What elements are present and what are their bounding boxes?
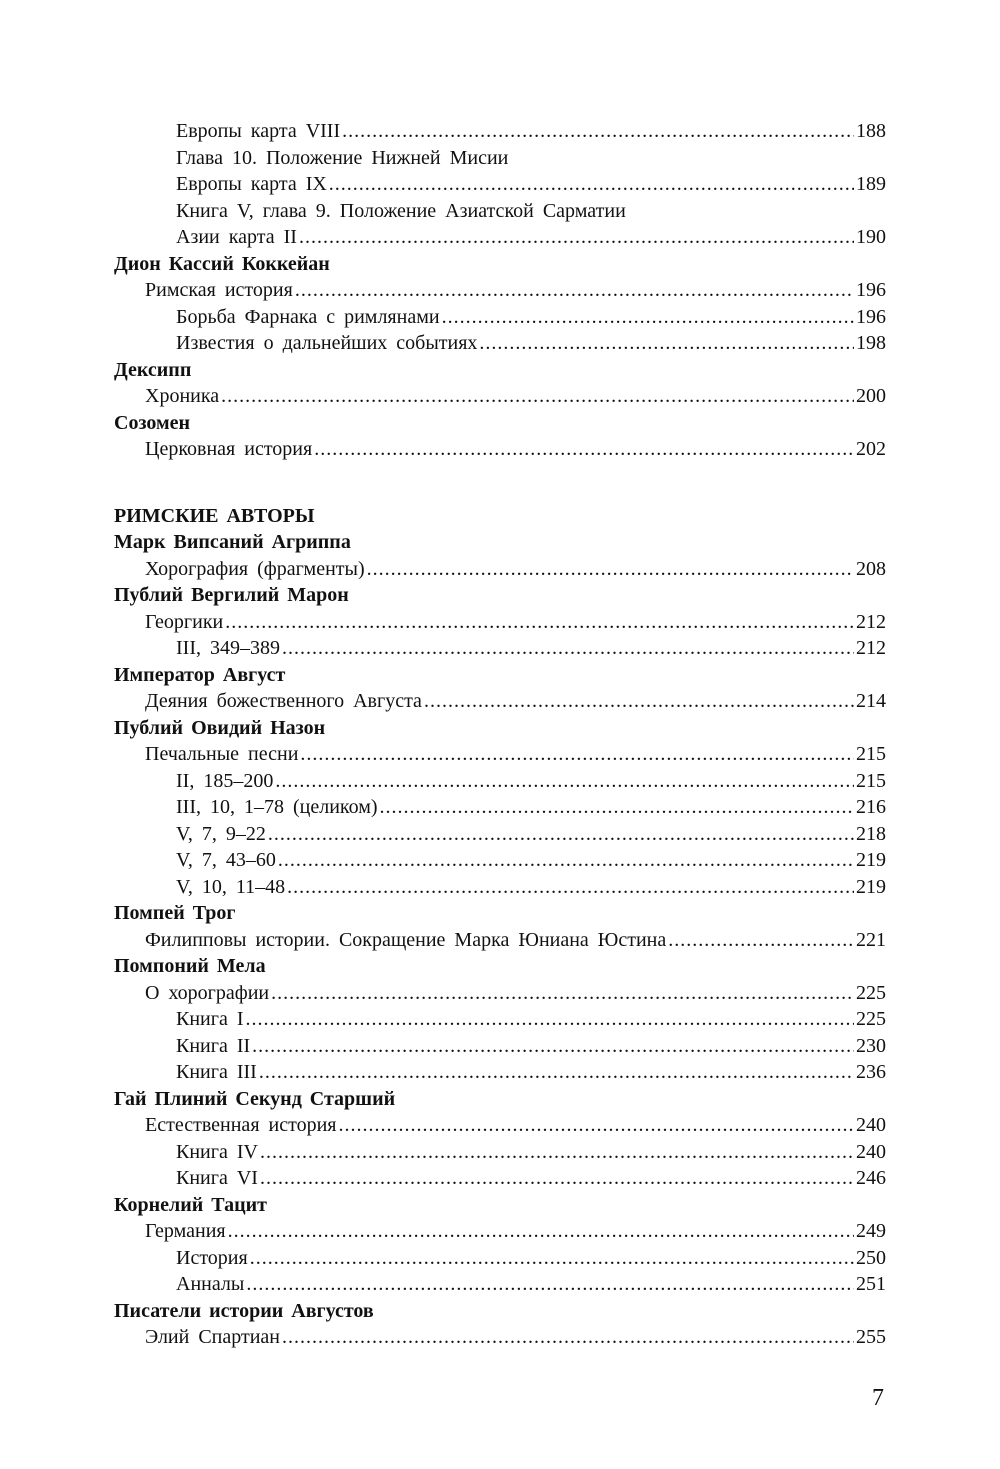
toc-entry-page: 230 bbox=[856, 1034, 886, 1057]
dot-leader bbox=[295, 277, 854, 304]
toc-entry-page: 240 bbox=[856, 1140, 886, 1163]
toc-entry bbox=[114, 330, 886, 357]
toc-entry-page: 225 bbox=[856, 981, 886, 1004]
toc-entry-page: 221 bbox=[856, 928, 886, 951]
toc-entry bbox=[114, 171, 886, 198]
toc-entry bbox=[114, 821, 886, 848]
dot-leader bbox=[479, 330, 854, 357]
toc-entry-page: 212 bbox=[856, 610, 886, 633]
toc-entry-title: III, 10, 1–78 (целиком) bbox=[176, 796, 378, 818]
toc-author-heading: Публий Овидий Назон bbox=[114, 716, 326, 739]
toc-entry-title: Книга VI bbox=[176, 1167, 258, 1189]
toc-entry-page: 198 bbox=[856, 332, 886, 354]
dot-leader bbox=[268, 821, 854, 848]
toc-entry-page: 251 bbox=[856, 1273, 886, 1295]
toc-entry bbox=[114, 118, 886, 145]
toc-entry-title: Книга IV bbox=[176, 1140, 258, 1163]
toc-entry-page: 225 bbox=[856, 1008, 886, 1030]
toc-entry-title: Элий Спартиан bbox=[145, 1326, 281, 1348]
dot-leader bbox=[282, 635, 854, 662]
toc-entry-title: История bbox=[176, 1246, 248, 1269]
toc-entry bbox=[114, 224, 886, 251]
dot-leader bbox=[246, 1271, 854, 1298]
dot-leader bbox=[300, 741, 854, 768]
toc-entry-title: Анналы bbox=[176, 1273, 245, 1295]
toc-entry bbox=[114, 1271, 886, 1298]
toc-entry-page: 255 bbox=[856, 1326, 886, 1348]
toc-author-heading: Дион Кассий Коккейан bbox=[114, 252, 330, 275]
toc-entry-title: Книга III bbox=[176, 1061, 257, 1083]
toc-entry-page: 250 bbox=[856, 1246, 886, 1269]
page-number: 7 bbox=[872, 1385, 884, 1411]
dot-leader bbox=[271, 980, 854, 1007]
toc-subheading: Книга V, глава 9. Положение Азиатской Сарматии bbox=[176, 199, 626, 222]
toc-entry-title: V, 7, 43–60 bbox=[176, 849, 276, 871]
dot-leader bbox=[260, 1165, 854, 1192]
dot-leader bbox=[442, 304, 854, 331]
toc-entry-title: Европы карта VIII bbox=[176, 120, 341, 142]
toc-entry-page: 236 bbox=[856, 1061, 886, 1083]
toc-entry-title: Книга I bbox=[176, 1008, 244, 1030]
dot-leader bbox=[367, 556, 854, 583]
toc-entry-page: 214 bbox=[856, 690, 886, 712]
toc-entry-title: Хорография (фрагменты) bbox=[145, 557, 365, 580]
toc-entry-title: Европы карта IX bbox=[176, 173, 327, 195]
toc-entry-page: 215 bbox=[856, 769, 886, 792]
toc-entry-title: Германия bbox=[145, 1220, 226, 1242]
dot-leader bbox=[275, 768, 854, 795]
toc-entry-title: О хорографии bbox=[145, 981, 270, 1004]
toc-entry-page: 219 bbox=[856, 875, 886, 898]
dot-leader bbox=[250, 1245, 854, 1272]
toc-entry-page: 196 bbox=[856, 279, 886, 301]
dot-leader bbox=[221, 383, 854, 410]
toc-entry bbox=[114, 304, 886, 331]
toc-entry-title: Борьба Фарнака с римлянами bbox=[176, 305, 440, 328]
toc-entry bbox=[114, 635, 886, 662]
toc-entry bbox=[114, 1165, 886, 1192]
toc-entry-page: 216 bbox=[856, 796, 886, 818]
toc-author-heading: Корнелий Тацит bbox=[114, 1193, 268, 1216]
toc-entry bbox=[114, 277, 886, 304]
dot-leader bbox=[228, 1218, 854, 1245]
toc-entry bbox=[114, 847, 886, 874]
toc-entry bbox=[114, 874, 886, 901]
toc-entry-title: Печальные песни bbox=[145, 743, 299, 765]
dot-leader bbox=[424, 688, 854, 715]
dot-leader bbox=[278, 847, 854, 874]
toc-author-heading: Дексипп bbox=[114, 358, 192, 381]
toc-entry-title: Книга II bbox=[176, 1034, 251, 1057]
toc-entry-title: II, 185–200 bbox=[176, 769, 274, 792]
dot-leader bbox=[668, 927, 854, 954]
toc-author-heading: Созомен bbox=[114, 411, 191, 434]
toc-author-heading: Помпей Трог bbox=[114, 902, 236, 924]
toc-entry bbox=[114, 1245, 886, 1272]
table-of-contents bbox=[114, 118, 886, 1351]
dot-leader bbox=[299, 224, 854, 251]
toc-entry bbox=[114, 436, 886, 463]
toc-author-heading: Публий Вергилий Марон bbox=[114, 584, 349, 606]
toc-entry-page: 196 bbox=[856, 305, 886, 328]
toc-entry-title: Естественная история bbox=[145, 1114, 337, 1136]
toc-entry bbox=[114, 383, 886, 410]
toc-entry bbox=[114, 1324, 886, 1351]
toc-entry-title: V, 10, 11–48 bbox=[176, 875, 286, 898]
toc-entry-title: Деяния божественного Августа bbox=[145, 690, 422, 712]
toc-entry bbox=[114, 556, 886, 583]
toc-entry-page: 189 bbox=[856, 173, 886, 195]
toc-entry bbox=[114, 1059, 886, 1086]
dot-leader bbox=[252, 1033, 854, 1060]
toc-author-heading: Помпоний Мела bbox=[114, 955, 266, 977]
toc-entry bbox=[114, 1006, 886, 1033]
toc-section-heading: РИМСКИЕ АВТОРЫ bbox=[114, 504, 315, 527]
dot-leader bbox=[314, 436, 854, 463]
toc-entry bbox=[114, 768, 886, 795]
toc-author-heading: Марк Випсаний Агриппа bbox=[114, 531, 351, 553]
toc-entry-page: 212 bbox=[856, 637, 886, 659]
dot-leader bbox=[259, 1059, 854, 1086]
toc-entry-page: 219 bbox=[856, 849, 886, 871]
toc-entry bbox=[114, 1033, 886, 1060]
dot-leader bbox=[225, 609, 854, 636]
toc-entry-title: Филипповы истории. Сокращение Марка Юниана Юстина bbox=[145, 928, 667, 951]
toc-entry bbox=[114, 1218, 886, 1245]
toc-entry-title: Церковная история bbox=[145, 438, 313, 460]
toc-entry-title: Известия о дальнейших событиях bbox=[176, 332, 478, 354]
toc-entry-title: Георгики bbox=[145, 610, 224, 633]
toc-entry-page: 208 bbox=[856, 557, 886, 580]
dot-leader bbox=[246, 1006, 855, 1033]
toc-entry-page: 200 bbox=[856, 385, 886, 407]
toc-entry bbox=[114, 688, 886, 715]
toc-entry-page: 190 bbox=[856, 226, 886, 248]
toc-entry-page: 188 bbox=[856, 120, 886, 142]
dot-leader bbox=[282, 1324, 854, 1351]
toc-entry-page: 240 bbox=[856, 1114, 886, 1136]
toc-entry-title: Азии карта II bbox=[176, 226, 297, 248]
toc-entry bbox=[114, 741, 886, 768]
dot-leader bbox=[342, 118, 854, 145]
toc-author-heading: Император Август bbox=[114, 663, 286, 686]
toc-entry-page: 246 bbox=[856, 1167, 886, 1189]
section-gap bbox=[114, 463, 886, 503]
toc-entry bbox=[114, 1139, 886, 1166]
dot-leader bbox=[380, 794, 854, 821]
toc-entry bbox=[114, 1112, 886, 1139]
toc-entry-page: 215 bbox=[856, 743, 886, 765]
toc-entry-page: 249 bbox=[856, 1220, 886, 1242]
dot-leader bbox=[338, 1112, 854, 1139]
toc-entry-page: 218 bbox=[856, 822, 886, 845]
toc-entry-title: III, 349–389 bbox=[176, 637, 280, 659]
toc-entry-title: V, 7, 9–22 bbox=[176, 822, 266, 845]
toc-subheading: Глава 10. Положение Нижней Мисии bbox=[176, 146, 509, 169]
dot-leader bbox=[287, 874, 854, 901]
dot-leader bbox=[260, 1139, 854, 1166]
toc-author-heading: Писатели истории Августов bbox=[114, 1299, 374, 1322]
toc-entry bbox=[114, 609, 886, 636]
toc-author-heading: Гай Плиний Секунд Старший bbox=[114, 1087, 396, 1110]
toc-entry bbox=[114, 927, 886, 954]
toc-entry bbox=[114, 980, 886, 1007]
dot-leader bbox=[329, 171, 854, 198]
toc-entry-title: Римская история bbox=[145, 279, 293, 301]
toc-entry-page: 202 bbox=[856, 438, 886, 460]
toc-entry-title: Хроника bbox=[145, 385, 220, 407]
toc-entry bbox=[114, 794, 886, 821]
